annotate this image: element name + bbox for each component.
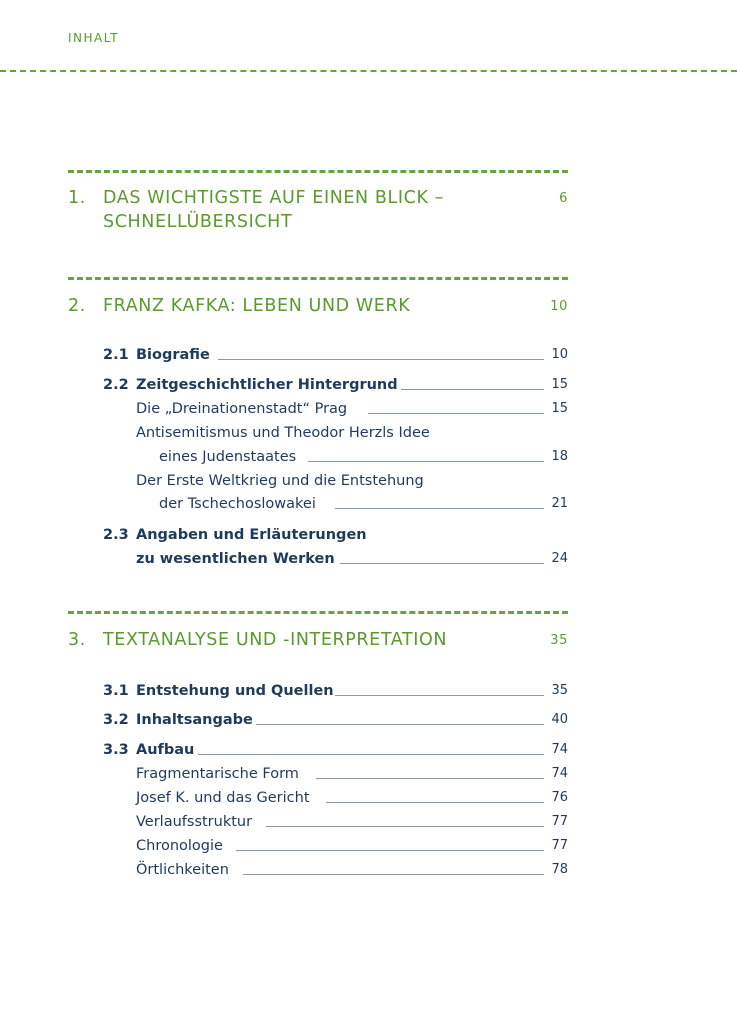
chapter-3-number: 3. — [68, 630, 86, 650]
chapter-1-page: 6 — [559, 191, 568, 206]
section-number: 2.2 — [103, 377, 129, 393]
chapter-3-page: 35 — [550, 633, 568, 648]
page-header: INHALT — [68, 31, 120, 45]
section-number: 3.2 — [103, 712, 129, 728]
page-number: 74 — [551, 742, 568, 757]
toc-entry-2-2-a[interactable] — [68, 399, 568, 419]
toc-entry-2-3[interactable] — [68, 549, 568, 569]
toc-entry-3-3-a[interactable] — [68, 764, 568, 784]
chapter-1-title-line1: DAS WICHTIGSTE AUF EINEN BLICK – — [103, 188, 445, 208]
leader-line — [326, 802, 544, 803]
page-number: 77 — [551, 838, 568, 853]
page-number: 74 — [551, 766, 568, 781]
subsection-label: Fragmentarische Form — [136, 766, 299, 782]
section-number: 3.1 — [103, 683, 129, 699]
toc-entry-3-3-e[interactable] — [68, 860, 568, 880]
page-number: 77 — [551, 814, 568, 829]
chapter-1-number: 1. — [68, 188, 86, 208]
page-number: 10 — [551, 347, 568, 362]
subsection-label-line1: Antisemitismus und Theodor Herzls Idee — [136, 425, 430, 441]
chapter-2-page: 10 — [550, 299, 568, 314]
leader-line — [243, 874, 544, 875]
chapter-3-title: TEXTANALYSE UND -INTERPRETATION — [103, 630, 448, 650]
toc-entry-2-2-b[interactable] — [68, 447, 568, 467]
leader-line — [368, 413, 544, 414]
toc-entry-3-3-b[interactable] — [68, 788, 568, 808]
toc-entry-2-3-line1[interactable] — [68, 525, 568, 545]
header-divider — [0, 70, 737, 72]
section-label: Zeitgeschichtlicher Hintergrund — [136, 377, 398, 393]
leader-line — [236, 850, 544, 851]
page-number: 21 — [551, 496, 568, 511]
page-number: 78 — [551, 862, 568, 877]
page-number: 76 — [551, 790, 568, 805]
chapter-1-title-line2: SCHNELLÜBERSICHT — [103, 212, 293, 232]
toc-entry-3-3[interactable] — [68, 740, 568, 760]
subsection-label-line2: eines Judenstaates — [159, 449, 297, 465]
chapter-1-divider — [68, 170, 568, 173]
leader-line — [308, 461, 544, 462]
chapter-2-number: 2. — [68, 296, 86, 316]
subsection-label: Josef K. und das Gericht — [136, 790, 310, 806]
leader-line — [198, 754, 544, 755]
toc-entry-3-3-c[interactable] — [68, 812, 568, 832]
subsection-label: Örtlichkeiten — [136, 862, 229, 878]
page-number: 15 — [551, 377, 568, 392]
subsection-label: Verlaufsstruktur — [136, 814, 253, 830]
toc-entry-2-1[interactable] — [68, 345, 568, 365]
section-number: 2.3 — [103, 527, 129, 543]
toc-entry-2-2[interactable] — [68, 375, 568, 395]
section-label: Inhaltsangabe — [136, 712, 253, 728]
subsection-label: Chronologie — [136, 838, 223, 854]
toc-entry-3-3-d[interactable] — [68, 836, 568, 856]
leader-line — [335, 695, 544, 696]
section-label: Biografie — [136, 347, 210, 363]
subsection-label: Die „Dreinationenstadt“ Prag — [136, 401, 348, 417]
section-label-line2: zu wesentlichen Werken — [136, 551, 335, 567]
subsection-label-line1: Der Erste Weltkrieg und die Entstehung — [136, 473, 424, 489]
page-number: 18 — [551, 449, 568, 464]
section-number: 3.3 — [103, 742, 129, 758]
leader-line — [218, 359, 544, 360]
section-label-line1: Angaben und Erläuterungen — [136, 527, 367, 543]
subsection-label-line2: der Tschechoslowakei — [159, 496, 316, 512]
chapter-2-divider — [68, 277, 568, 280]
page-number: 35 — [551, 683, 568, 698]
page-number: 24 — [551, 551, 568, 566]
toc-entry-3-1[interactable] — [68, 681, 568, 701]
section-label: Aufbau — [136, 742, 195, 758]
leader-line — [340, 563, 544, 564]
chapter-2-title: FRANZ KAFKA: LEBEN UND WERK — [103, 296, 411, 316]
page-number: 15 — [551, 401, 568, 416]
leader-line — [335, 508, 544, 509]
leader-line — [256, 724, 544, 725]
toc-entry-2-2-c[interactable] — [68, 494, 568, 514]
leader-line — [401, 389, 544, 390]
leader-line — [266, 826, 544, 827]
section-number: 2.1 — [103, 347, 129, 363]
section-label: Entstehung und Quellen — [136, 683, 334, 699]
page-number: 40 — [551, 712, 568, 727]
chapter-3-divider — [68, 611, 568, 614]
leader-line — [316, 778, 544, 779]
toc-entry-3-2[interactable] — [68, 710, 568, 730]
